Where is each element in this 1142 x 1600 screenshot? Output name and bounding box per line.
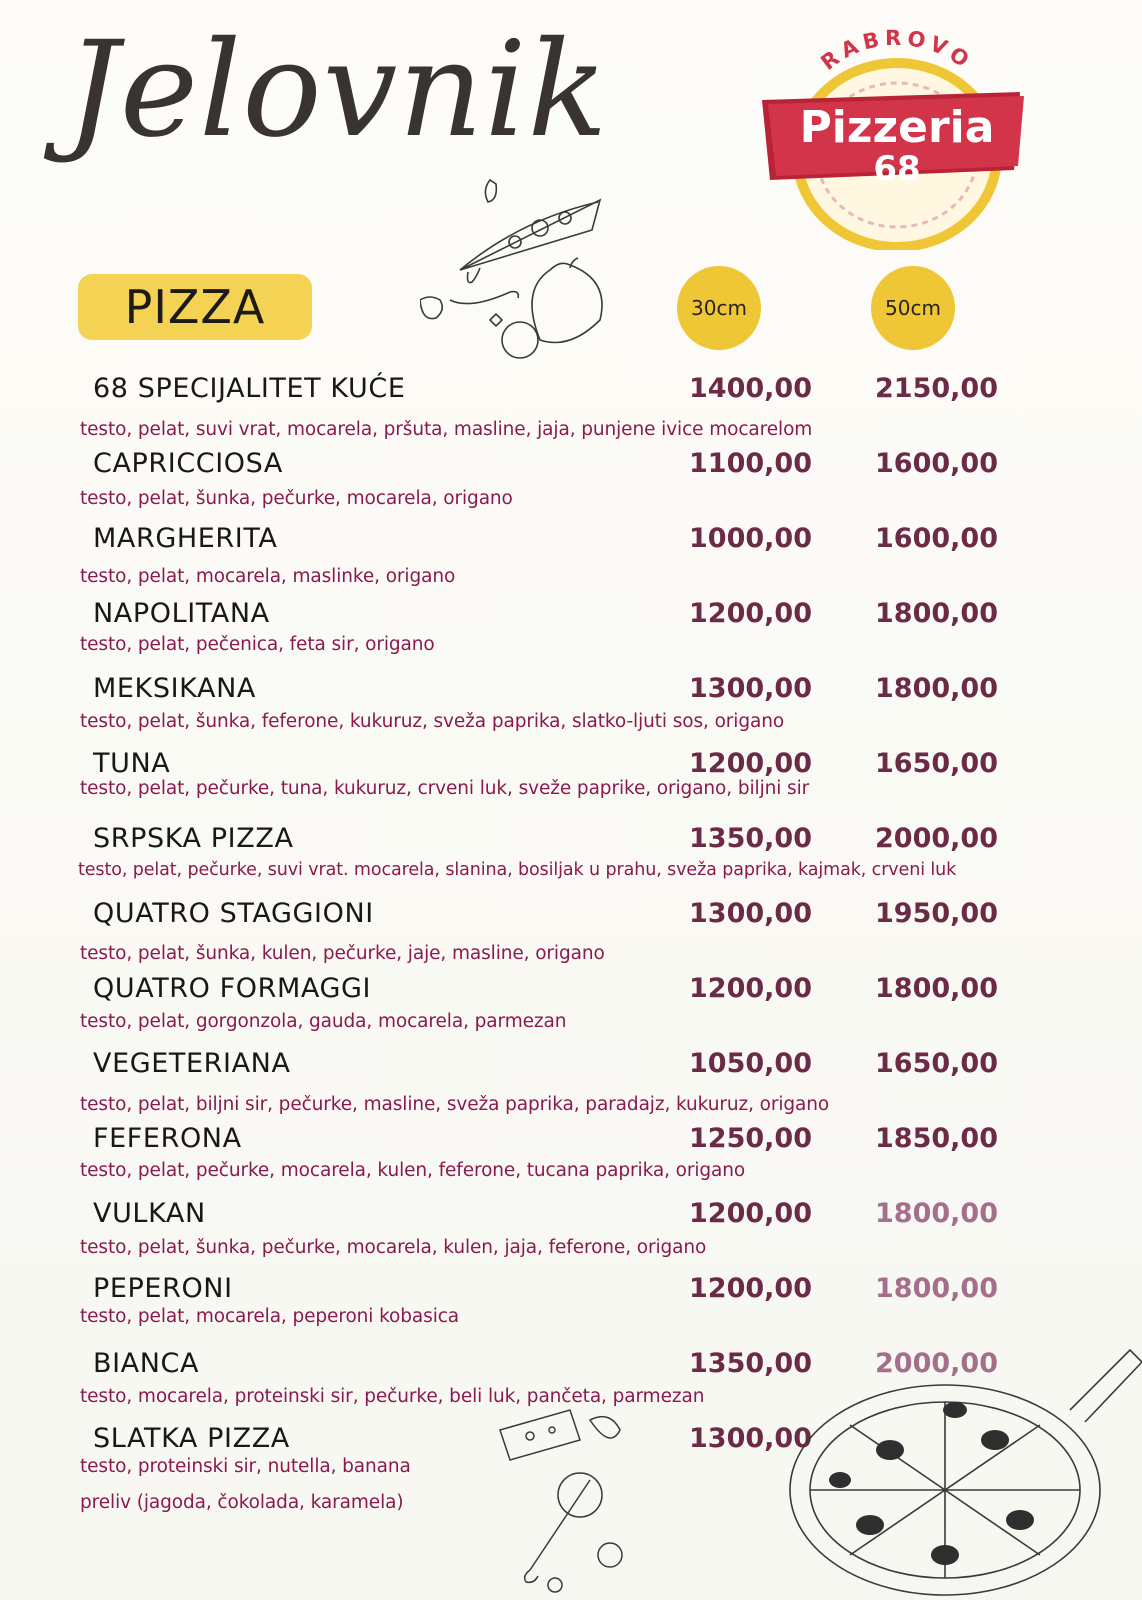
logo-number: 68 (873, 149, 921, 189)
price-50cm: 1600,00 (875, 448, 998, 479)
menu-item (0, 523, 1142, 587)
item-ingredients: testo, pelat, šunka, pečurke, mocarela, origano (80, 488, 513, 509)
price-50cm: 1800,00 (875, 673, 998, 704)
section-pizza-heading: PIZZA (78, 274, 312, 340)
item-ingredients: testo, pelat, suvi vrat, mocarela, pršuta, masline, jaja, punjene ivice mocarelom (80, 419, 813, 440)
price-30cm: 1300,00 (689, 673, 812, 704)
price-50cm: 1800,00 (875, 973, 998, 1004)
ingredients-sketch-icon (490, 1400, 650, 1600)
price-30cm: 1300,00 (689, 898, 812, 929)
item-ingredients: testo, pelat, šunka, kulen, pečurke, jaje, masline, origano (80, 943, 605, 964)
item-name: PEPERONI (93, 1273, 233, 1304)
menu-item (0, 898, 1142, 964)
item-ingredients: testo, pelat, pečurke, suvi vrat. mocarela, slanina, bosiljak u prahu, sveža paprika, kajmak, crveni luk (78, 860, 957, 880)
item-name: SLATKA PIZZA (93, 1423, 290, 1454)
menu-item (0, 973, 1142, 1032)
menu-item (0, 673, 1142, 732)
item-name: VULKAN (93, 1198, 206, 1229)
price-50cm: 1600,00 (875, 523, 998, 554)
item-name: CAPRICCIOSA (93, 448, 283, 479)
menu-item (0, 1048, 1142, 1115)
price-30cm: 1100,00 (689, 448, 812, 479)
item-name: BIANCA (93, 1348, 200, 1379)
item-name: MEKSIKANA (93, 673, 256, 704)
pizza-sketch-icon (780, 1340, 1142, 1600)
item-ingredients-extra: preliv (jagoda, čokolada, karamela) (80, 1492, 404, 1513)
item-ingredients: testo, pelat, pečurke, tuna, kukuruz, crveni luk, sveže paprike, origano, biljni sir (80, 778, 810, 799)
price-50cm: 1800,00 (875, 1198, 998, 1229)
price-30cm: 1200,00 (689, 973, 812, 1004)
price-30cm: 1300,00 (689, 1423, 812, 1454)
price-30cm: 1200,00 (689, 748, 812, 779)
menu-item (0, 823, 1142, 880)
menu-item (0, 1123, 1142, 1181)
item-ingredients: testo, pelat, mocarela, peperoni kobasica (80, 1306, 460, 1327)
item-ingredients: testo, pelat, biljni sir, pečurke, masline, sveža paprika, paradajz, kukuruz, origano (80, 1094, 830, 1115)
menu-item (0, 748, 1142, 799)
page-title: Jelovnik (66, 13, 609, 167)
menu-item (0, 373, 1142, 440)
item-name: FEFERONA (93, 1123, 242, 1154)
price-30cm: 1000,00 (689, 523, 812, 554)
menu-item (0, 1198, 1142, 1258)
menu-item (0, 1273, 1142, 1327)
price-30cm: 1050,00 (689, 1048, 812, 1079)
price-30cm: 1200,00 (689, 1198, 812, 1229)
price-50cm: 1800,00 (875, 598, 998, 629)
item-ingredients: testo, pelat, pečenica, feta sir, origano (80, 634, 435, 655)
menu-item (0, 448, 1142, 509)
price-30cm: 1350,00 (689, 1348, 812, 1379)
item-name: QUATRO FORMAGGI (93, 973, 372, 1004)
price-50cm: 1800,00 (875, 1273, 998, 1304)
item-ingredients: testo, pelat, mocarela, maslinke, origano (80, 566, 456, 587)
item-ingredients: testo, mocarela, proteinski sir, pečurke, beli luk, pančeta, parmezan (80, 1386, 705, 1407)
size-badge-30cm: 30cm (677, 266, 761, 350)
price-30cm: 1200,00 (689, 1273, 812, 1304)
price-30cm: 1250,00 (689, 1123, 812, 1154)
item-ingredients: testo, proteinski sir, nutella, banana (80, 1456, 411, 1477)
logo-name: Pizzeria (799, 102, 995, 153)
item-name: 68 SPECIJALITET KUĆE (93, 373, 406, 404)
menu-item (0, 598, 1142, 655)
price-50cm: 1650,00 (875, 1048, 998, 1079)
item-ingredients: testo, pelat, gorgonzola, gauda, mocarela, parmezan (80, 1011, 567, 1032)
price-50cm: 2000,00 (875, 823, 998, 854)
item-name: TUNA (93, 748, 171, 779)
price-50cm: 1850,00 (875, 1123, 998, 1154)
price-30cm: 1400,00 (689, 373, 812, 404)
price-30cm: 1350,00 (689, 823, 812, 854)
item-ingredients: testo, pelat, šunka, pečurke, mocarela, kulen, jaja, feferone, origano (80, 1237, 707, 1258)
price-50cm: 2000,00 (875, 1348, 998, 1379)
item-ingredients: testo, pelat, pečurke, mocarela, kulen, feferone, tucana paprika, origano (80, 1160, 746, 1181)
item-name: MARGHERITA (93, 523, 278, 554)
item-name: NAPOLITANA (93, 598, 270, 629)
price-50cm: 1950,00 (875, 898, 998, 929)
price-50cm: 1650,00 (875, 748, 998, 779)
item-name: VEGETERIANA (93, 1048, 291, 1079)
item-name: QUATRO STAGGIONI (93, 898, 374, 929)
size-badge-50cm: 50cm (871, 266, 955, 350)
item-ingredients: testo, pelat, šunka, feferone, kukuruz, sveža paprika, slatko-ljuti sos, origano (80, 711, 785, 732)
logo-top-text: RABROVO (816, 25, 978, 75)
price-30cm: 1200,00 (689, 598, 812, 629)
item-name: SRPSKA PIZZA (93, 823, 294, 854)
price-50cm: 2150,00 (875, 373, 998, 404)
